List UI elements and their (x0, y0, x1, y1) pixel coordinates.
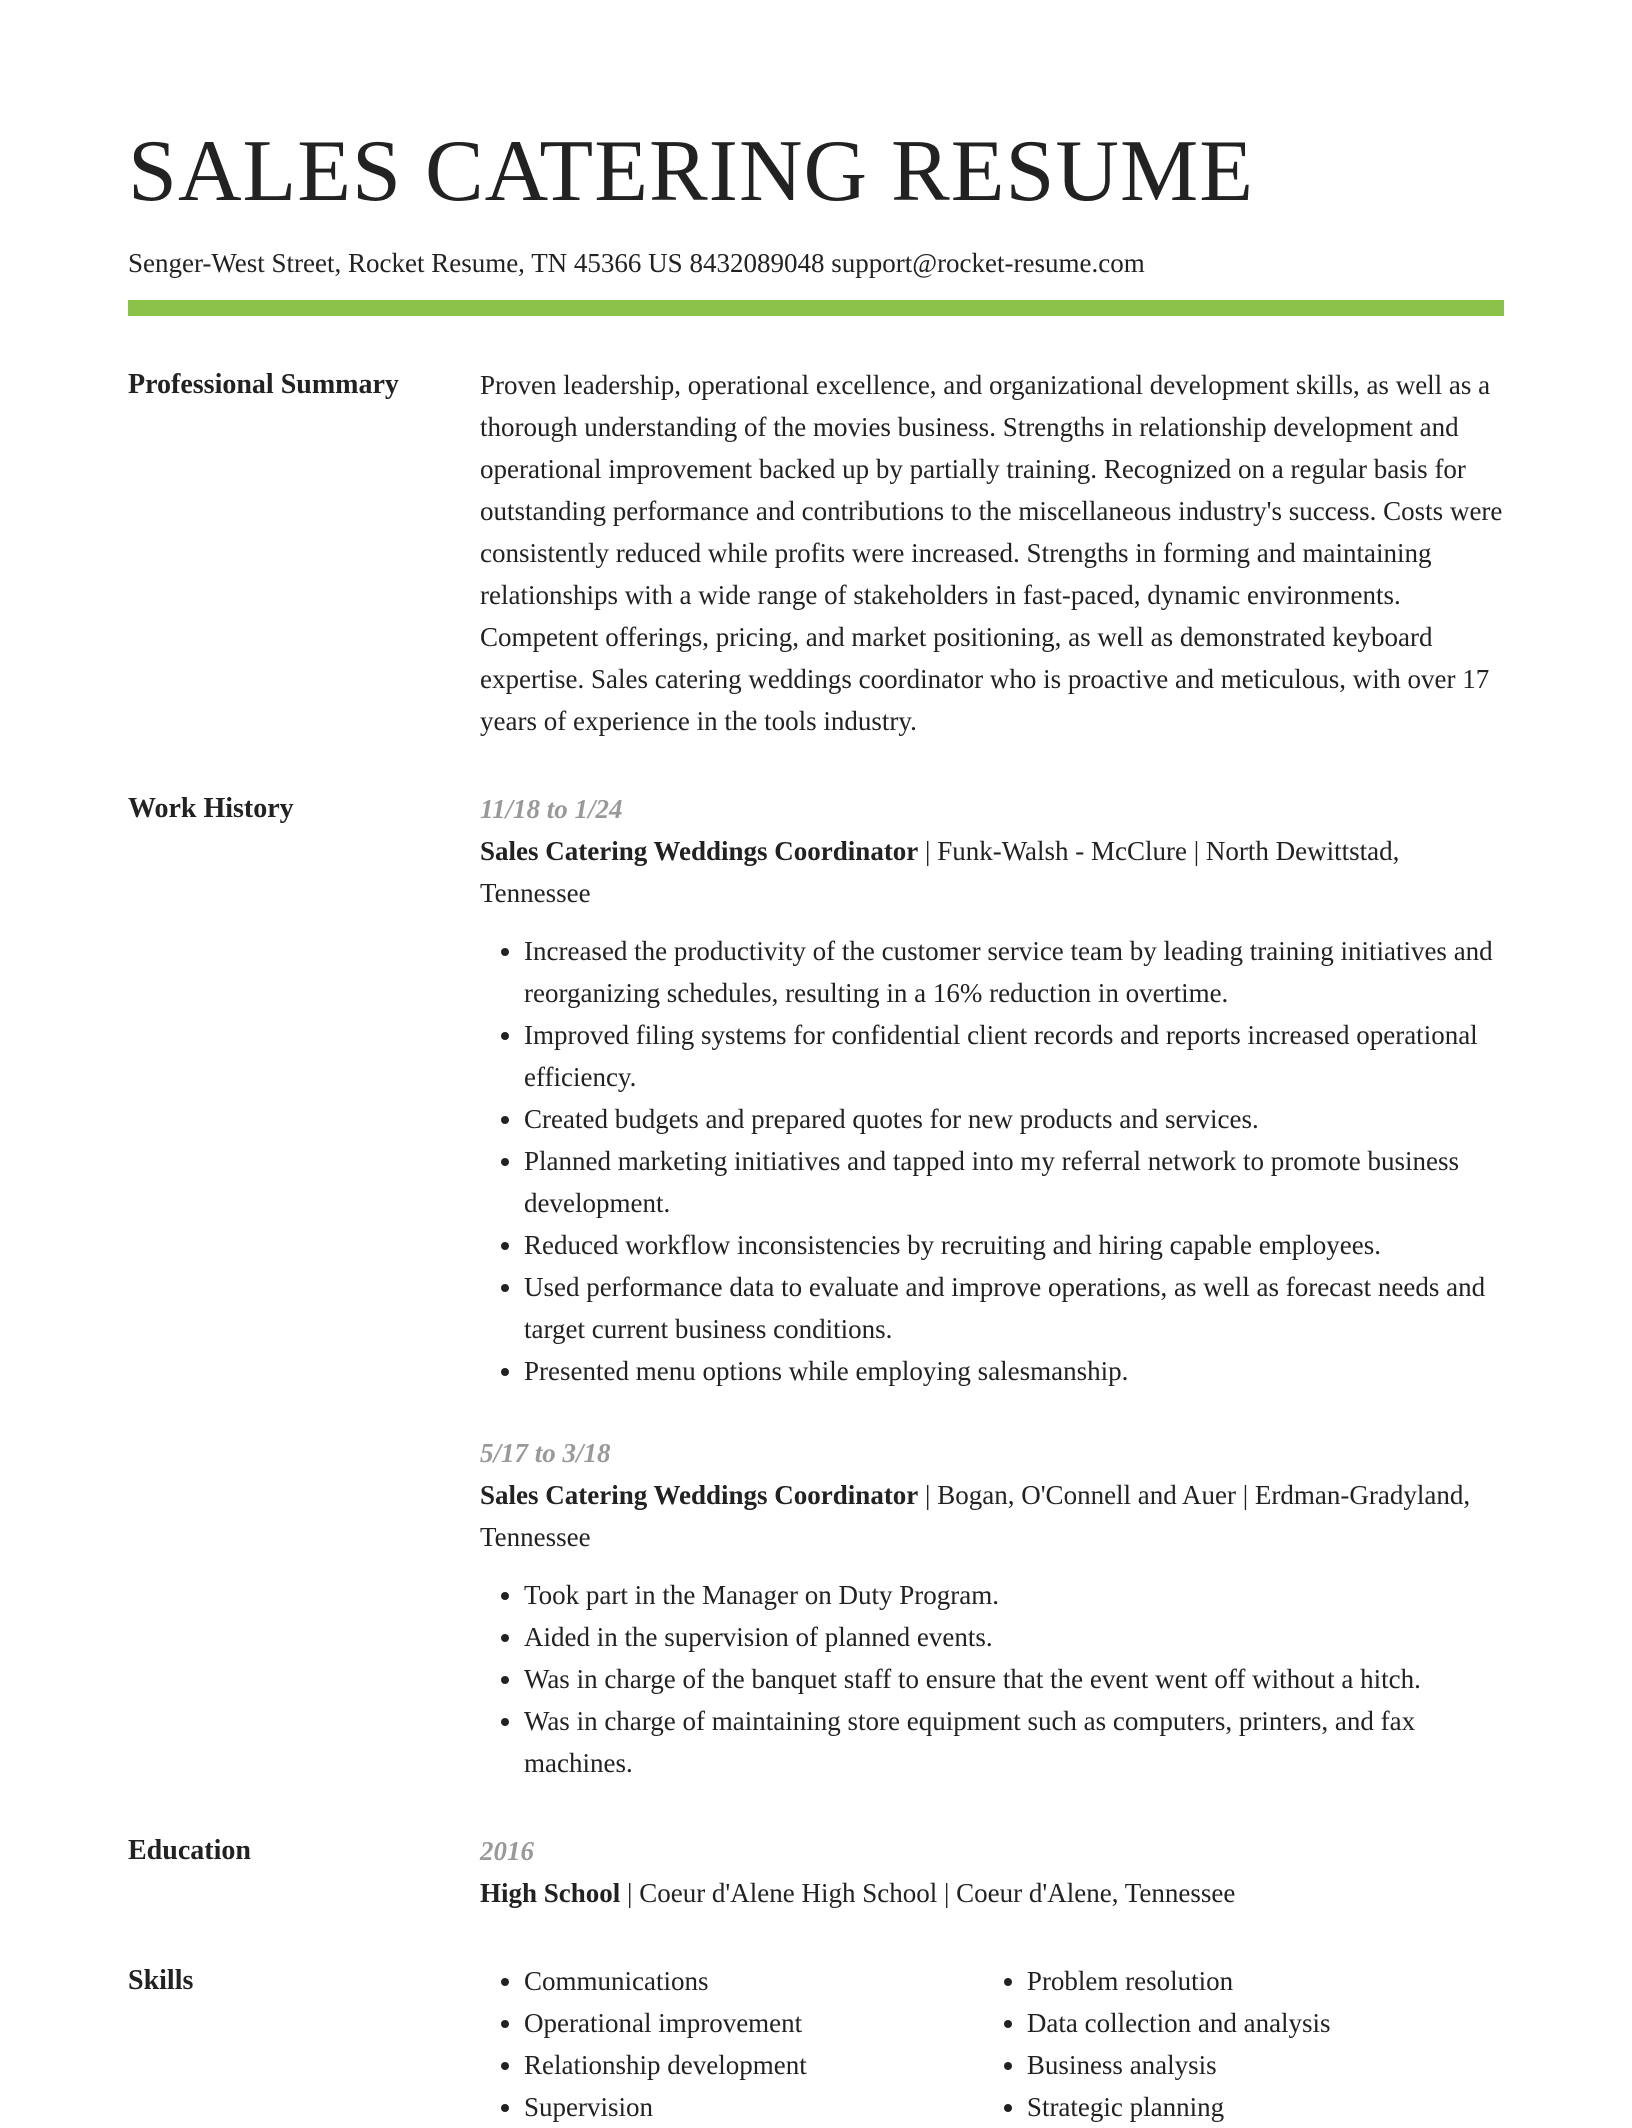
job-bullet: • Presented menu options while employing salesmanship. (524, 1350, 1504, 1392)
education-degree: High School (480, 1878, 621, 1908)
skills-list-right (983, 1960, 1504, 2128)
job-bullets (480, 1574, 1504, 1784)
summary-section (128, 364, 1504, 742)
job-employer-location: | Bogan, O'Connell and Auer | Erdman-Gradyland, Tennessee (480, 1480, 1471, 1552)
job-bullets (480, 930, 1504, 1392)
job-entry (480, 788, 1504, 1392)
job-role: Sales Catering Weddings Coordinator (480, 1480, 919, 1510)
education-line (480, 1872, 1504, 1914)
summary-heading: Professional Summary (128, 369, 399, 400)
skill-item: • Supervision (524, 2086, 963, 2128)
work-history-heading: Work History (128, 793, 294, 824)
skills-section (128, 1960, 1504, 2128)
job-title-line (480, 1474, 1504, 1558)
summary-text: Proven leadership, operational excellence, and organizational development skills, as well as a thorough understanding of the movies business. Strengths in relationship development and operational improvement backed up by partially training. Recognized on a regular basis for outstanding performance and contributions to the miscellaneous industry's success. Costs were consistently reduced while profits were increased. Strengths in forming and maintaining relationships with a wide range of stakeholders in fast-paced, dynamic environments. Competent offerings, pricing, and market positioning, as well as demonstrated keyboard expertise. Sales catering weddings coordinator who is proactive and meticulous, with over 17 years of experience in the tools industry. (480, 370, 1503, 736)
contact-line: Senger-West Street, Rocket Resume, TN 45366 US 8432089048 support@rocket-resume.com (128, 248, 1145, 278)
skills-list-left (480, 1960, 963, 2128)
skill-item: • Operational improvement (524, 2002, 963, 2044)
job-role: Sales Catering Weddings Coordinator (480, 836, 919, 866)
job-bullet: • Aided in the supervision of planned events. (524, 1616, 1504, 1658)
education-section (128, 1830, 1504, 1914)
resume-title: SALES CATERING RESUME (128, 123, 1254, 220)
job-bullet: • Reduced workflow inconsistencies by recruiting and hiring capable employees. (524, 1224, 1504, 1266)
job-bullet: • Increased the productivity of the customer service team by leading training initiatives and reorganizing schedules, resulting in a 16% reduction in overtime. (524, 930, 1504, 1014)
job-bullet: • Improved filing systems for confidential client records and reports increased operational efficiency. (524, 1014, 1504, 1098)
job-dates: 5/17 to 3/18 (480, 1438, 611, 1468)
skill-item: • Problem resolution (1027, 1960, 1504, 2002)
education-date: 2016 (480, 1836, 534, 1866)
job-bullet: • Planned marketing initiatives and tapped into my referral network to promote business development. (524, 1140, 1504, 1224)
skill-item: • Communications (524, 1960, 963, 2002)
job-bullet: • Was in charge of the banquet staff to ensure that the event went off without a hitch. (524, 1658, 1504, 1700)
skill-item: • Strategic planning (1027, 2086, 1504, 2128)
resume-page (128, 0, 1504, 2128)
skill-item: • Relationship development (524, 2044, 963, 2086)
job-entry (480, 1432, 1504, 1784)
job-bullet: • Took part in the Manager on Duty Program. (524, 1574, 1504, 1616)
job-dates: 11/18 to 1/24 (480, 794, 623, 824)
work-history-section (128, 788, 1504, 1784)
job-title-line (480, 830, 1504, 914)
education-school-location: | Coeur d'Alene High School | Coeur d'Alene, Tennessee (620, 1878, 1236, 1908)
skill-item: • Business analysis (1027, 2044, 1504, 2086)
header-divider (128, 300, 1504, 316)
skill-item: • Data collection and analysis (1027, 2002, 1504, 2044)
job-bullet: • Created budgets and prepared quotes for new products and services. (524, 1098, 1504, 1140)
job-bullet: • Was in charge of maintaining store equipment such as computers, printers, and fax machines. (524, 1700, 1504, 1784)
job-bullet: • Used performance data to evaluate and improve operations, as well as forecast needs and target current business conditions. (524, 1266, 1504, 1350)
education-heading: Education (128, 1835, 251, 1866)
skills-heading: Skills (128, 1965, 194, 1996)
job-employer-location: | Funk-Walsh - McClure | North Dewittstad, Tennessee (480, 836, 1400, 908)
